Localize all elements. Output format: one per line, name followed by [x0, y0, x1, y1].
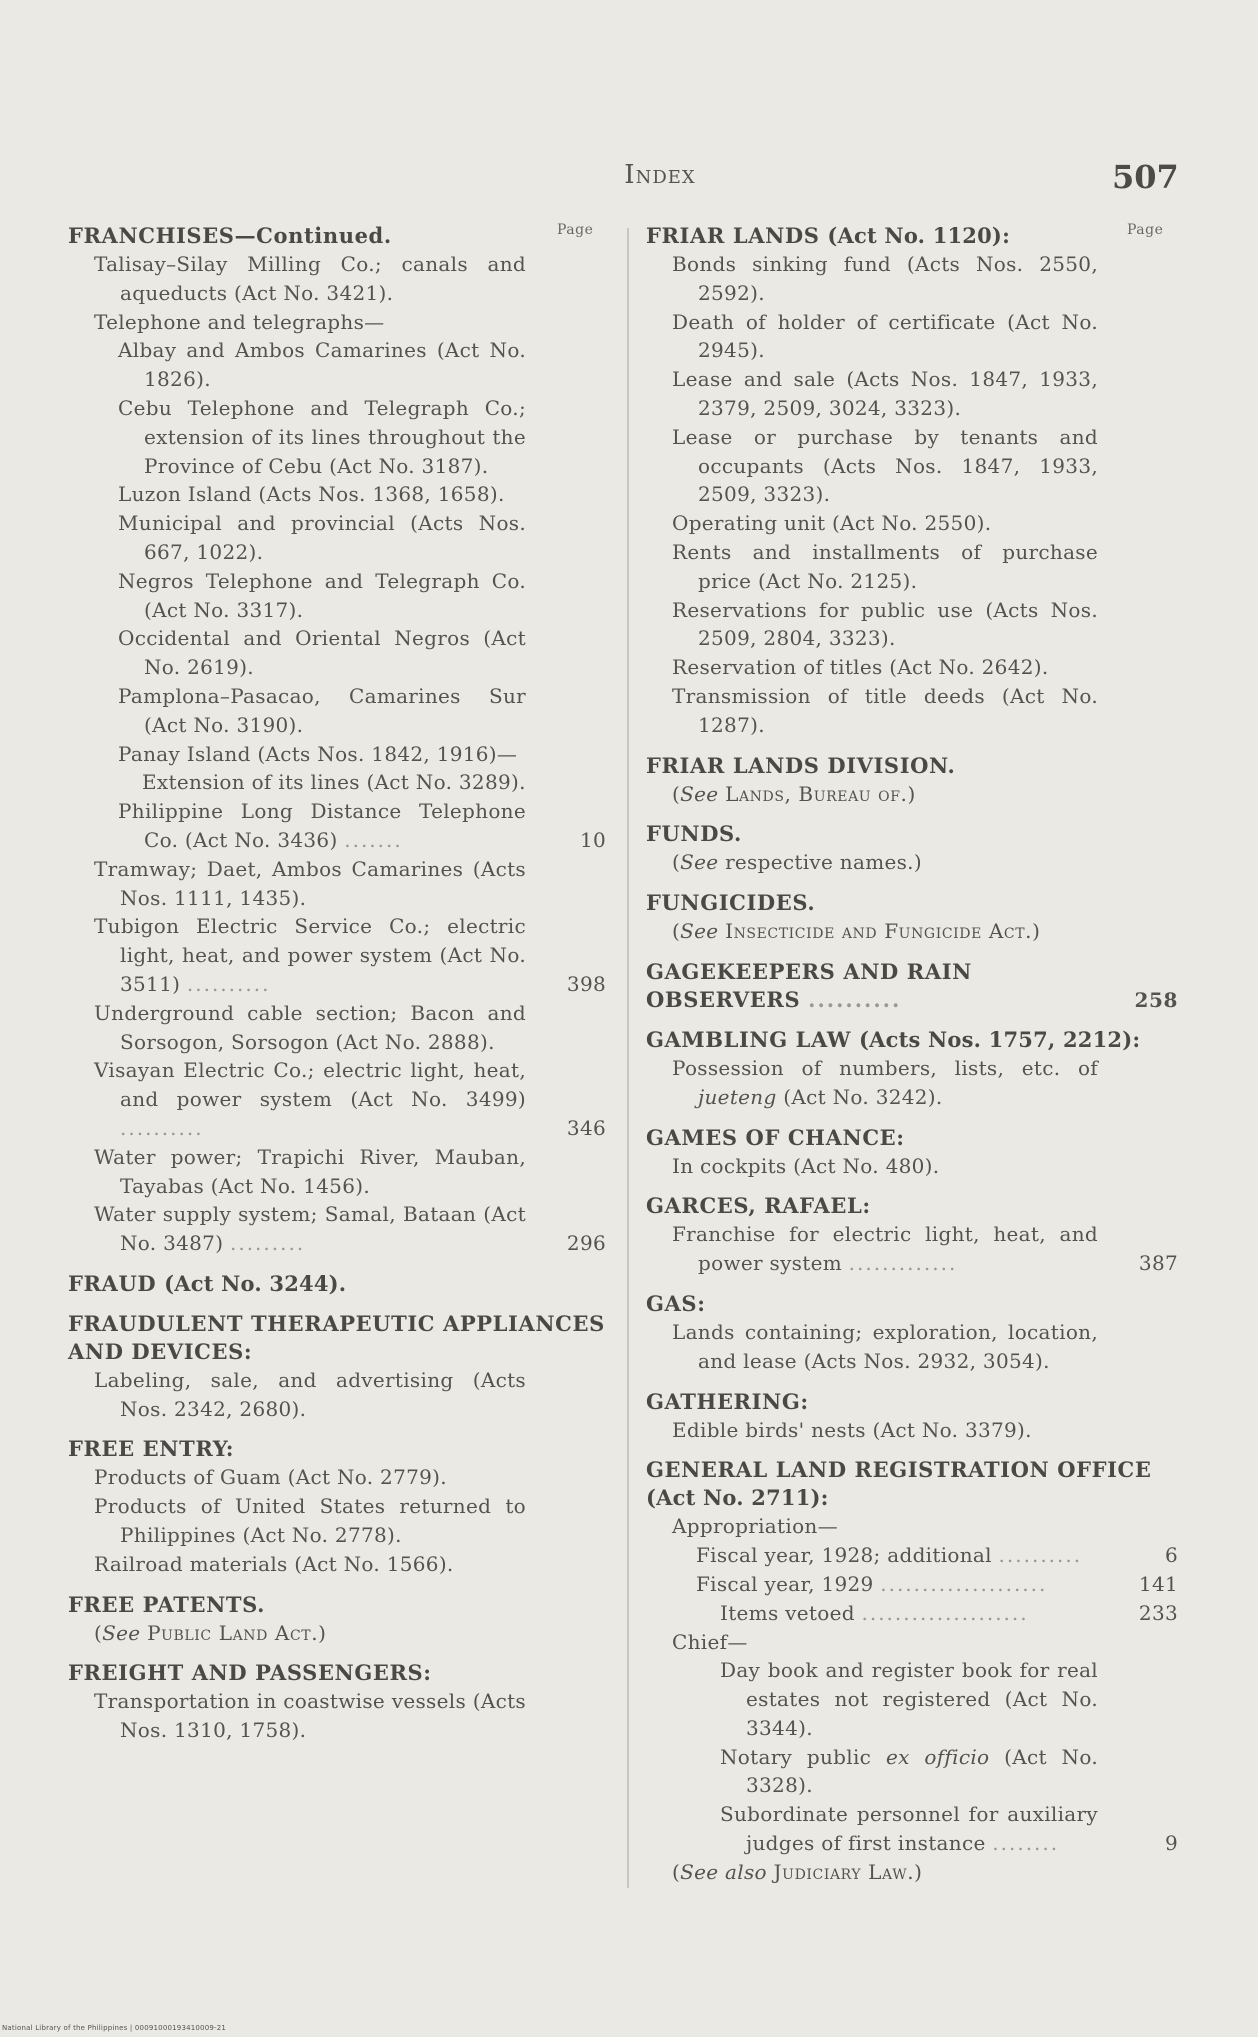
index-entry: Pamplona–Pasacao, Camarines Sur (Act No. 3190).	[118, 683, 526, 737]
see-target: respective names.)	[725, 850, 922, 875]
index-entry: Appropriation—	[672, 1514, 838, 1539]
dot-leader: ..........	[998, 1543, 1083, 1568]
index-entry: Lands containing; exploration, location, and lease (Acts Nos. 2932, 3054).	[672, 1319, 1098, 1373]
page-ref: 141	[1138, 1571, 1178, 1596]
page-column-label: Page	[557, 222, 594, 238]
entry-text: Fiscal year, 1928; additional	[696, 1543, 992, 1568]
index-entry: Albay and Ambos Camarines (Act No. 1826).	[118, 338, 526, 392]
page-ref: 346	[566, 1115, 606, 1140]
dot-leader: ....................	[861, 1600, 1029, 1625]
entry-text: Philippine Long Distance Telephone Co. (Act No. 3436)	[118, 799, 526, 852]
index-heading: FRAUDULENT THERAPEUTIC APPLIANCES AND DEVICES:	[68, 1310, 605, 1364]
page-ref: 398	[566, 971, 606, 996]
entry-text: Notary public	[720, 1744, 872, 1769]
see-target: Public Land Act.)	[147, 1620, 327, 1645]
dot-leader: ..........	[808, 986, 902, 1012]
see-label: See also	[680, 1859, 767, 1884]
index-entry: Panay Island (Acts Nos. 1842, 1916)—	[118, 741, 518, 766]
column-divider	[627, 228, 629, 1888]
index-entry: Labeling, sale, and advertising (Acts Nos. 2342, 2680).	[94, 1367, 526, 1421]
index-entry: Day book and register book for real estates not registered (Act No. 3344).	[720, 1658, 1098, 1740]
index-entry: Transportation in coastwise vessels (Acts Nos. 1310, 1758).	[94, 1689, 526, 1743]
entry-text: (Act No. 3328).	[746, 1744, 1098, 1798]
index-entry: Railroad materials (Act No. 1566).	[94, 1551, 454, 1576]
cross-reference: (See Lands, Bureau of.)	[672, 781, 916, 806]
entry-text: Water supply system; Samal, Bataan (Act No. 3487)	[94, 1202, 526, 1256]
index-entry: Extension of its lines (Act No. 3289).	[142, 770, 526, 795]
index-heading: FREIGHT AND PASSENGERS:	[68, 1660, 432, 1686]
entry-text: Items vetoed	[720, 1600, 855, 1625]
page-ref: 9	[1164, 1831, 1178, 1856]
heading-text: FRIAR LANDS	[646, 223, 820, 248]
entry-text: Possession of numbers, lists, etc. of	[672, 1055, 1098, 1080]
index-entry	[646, 1570, 1178, 1599]
heading-text: GAMBLING LAW	[646, 1026, 852, 1052]
heading-suffix: (Acts Nos. 1757, 2212):	[858, 1026, 1141, 1052]
index-heading: GARCES, RAFAEL:	[646, 1193, 871, 1219]
page-ref: 387	[1138, 1251, 1178, 1276]
see-label: See	[680, 850, 719, 875]
see-label: See	[680, 781, 719, 806]
page-ref: 258	[1134, 987, 1178, 1012]
heading-suffix: (Act No. 1120):	[827, 223, 1011, 248]
page-number: 507	[1112, 158, 1179, 196]
scan-footer: National Library of the Philippines | 00091000193410009-21	[2, 2024, 227, 2032]
index-heading	[646, 1456, 1178, 1512]
index-entry: Chief—	[672, 1629, 748, 1654]
index-entry: Rents and installments of purchase price (Act No. 2125).	[672, 539, 1098, 593]
see-target: Lands, Bureau of.)	[725, 781, 916, 806]
dot-leader: ....................	[880, 1571, 1048, 1596]
index-heading: FRANCHISES—Continued.	[68, 223, 392, 248]
entry-text: Visayan Electric Co.; electric light, heat, and power system (Act No. 3499)	[94, 1058, 526, 1112]
page-ref: 6	[1164, 1543, 1178, 1568]
entry-italic: jueteng	[698, 1084, 777, 1109]
page-ref: 233	[1138, 1600, 1178, 1625]
entry-text: Fiscal year, 1929	[696, 1571, 874, 1596]
see-target: Judiciary Law.)	[773, 1859, 923, 1884]
page-column-label: Page	[1127, 222, 1164, 238]
index-entry	[68, 1056, 606, 1142]
index-heading: GAS:	[646, 1290, 706, 1316]
index-entry: Lease or purchase by tenants and occupants (Acts Nos. 1847, 1933, 2509, 3323).	[672, 424, 1098, 507]
dot-leader: .......	[344, 827, 403, 852]
cross-reference: (See also Judiciary Law.)	[672, 1859, 923, 1884]
index-entry: Negros Telephone and Telegraph Co. (Act No. 3317).	[118, 568, 526, 622]
dot-leader: .........	[229, 1231, 306, 1256]
index-entry: Edible birds' nests (Act No. 3379).	[672, 1417, 1032, 1442]
heading-text: GENERAL LAND REGISTRATION OFFICE	[646, 1457, 1152, 1483]
index-entry: Transmission of title deeds (Act No. 1287).	[672, 683, 1098, 737]
page-ref: 296	[566, 1231, 606, 1256]
index-heading: GATHERING:	[646, 1388, 809, 1414]
heading-text: FRAUD	[68, 1270, 157, 1296]
index-entry	[646, 1054, 1178, 1112]
dot-leader: ........	[992, 1831, 1060, 1856]
index-heading: FUNDS.	[646, 821, 742, 847]
index-heading: FREE PATENTS.	[68, 1591, 266, 1617]
dot-leader: ..........	[120, 1115, 204, 1140]
index-entry: Talisay–Silay Milling Co.; canals and aqueducts (Act No. 3421).	[94, 252, 526, 305]
entry-text: (Act No. 3242).	[783, 1084, 943, 1109]
index-entry: Products of United States returned to Philippines (Act No. 2778).	[94, 1494, 526, 1548]
left-column	[68, 222, 606, 1745]
entry-italic: ex officio	[885, 1744, 990, 1769]
heading-suffix: (Act No. 2711):	[646, 1485, 829, 1511]
index-entry	[646, 1800, 1178, 1858]
index-entry: Underground cable section; Bacon and Sorsogon, Sorsogon (Act No. 2888).	[94, 1000, 526, 1054]
index-heading: FUNGICIDES.	[646, 890, 816, 916]
index-entry	[646, 1743, 1178, 1801]
entry-text: Tubigon Electric Service Co.; electric light, heat, and power system (Act No. 3511)	[94, 914, 526, 996]
dot-leader: .............	[848, 1251, 958, 1276]
index-heading: FRIAR LANDS DIVISION.	[646, 752, 956, 778]
cross-reference: (See Insecticide and Fungicide Act.)	[672, 919, 1041, 944]
index-entry: In cockpits (Act No. 480).	[672, 1153, 940, 1178]
see-label: See	[680, 919, 719, 944]
cross-reference: (See Public Land Act.)	[94, 1620, 327, 1645]
running-title: Index	[624, 160, 696, 190]
see-label: See	[102, 1620, 141, 1645]
index-entry	[646, 1599, 1178, 1628]
index-heading	[68, 1270, 606, 1298]
right-column	[646, 222, 1178, 1887]
index-entry	[68, 912, 606, 998]
index-entry: Bonds sinking fund (Acts Nos. 2550, 2592).	[672, 252, 1098, 305]
index-entry: Death of holder of certificate (Act No. 2945).	[672, 309, 1098, 363]
index-entry	[646, 1541, 1178, 1570]
index-heading: GAMES OF CHANCE:	[646, 1124, 905, 1150]
entry-text: Subordinate personnel for auxiliary judges of first instance	[720, 1802, 1098, 1856]
heading-text: GAGEKEEPERS AND RAIN OBSERVERS	[646, 958, 972, 1012]
index-entry: Reservations for public use (Acts Nos. 2509, 2804, 3323).	[672, 597, 1098, 651]
page-ref: 10	[579, 827, 606, 852]
index-heading	[646, 958, 1178, 1014]
heading-suffix: (Act No. 3244).	[164, 1270, 347, 1296]
index-entry: Luzon Island (Acts Nos. 1368, 1658).	[118, 482, 505, 507]
index-entry: Occidental and Oriental Negros (Act No. 2619).	[118, 626, 526, 680]
cross-reference: (See respective names.)	[672, 850, 922, 875]
index-entry	[68, 1200, 606, 1258]
index-heading	[646, 1026, 1178, 1054]
index-entry: Tramway; Daet, Ambos Camarines (Acts Nos. 1111, 1435).	[94, 856, 526, 910]
index-entry: Products of Guam (Act No. 2779).	[94, 1465, 447, 1490]
index-entry	[646, 1220, 1178, 1278]
index-entry: Operating unit (Act No. 2550).	[672, 511, 992, 536]
dot-leader: ..........	[186, 971, 271, 996]
index-entry: Lease and sale (Acts Nos. 1847, 1933, 2379, 2509, 3024, 3323).	[672, 367, 1098, 420]
index-entry: Telephone and telegraphs—	[94, 309, 385, 334]
index-entry	[68, 797, 606, 855]
index-heading: FREE ENTRY:	[68, 1436, 235, 1462]
index-entry: Cebu Telephone and Telegraph Co.; extension of its lines throughout the Province of Cebu (Act No. 3187).	[118, 395, 526, 478]
index-entry: Water power; Trapichi River, Mauban, Tayabas (Act No. 1456).	[94, 1144, 526, 1198]
index-entry: Reservation of titles (Act No. 2642).	[672, 655, 1049, 680]
entry-text: Franchise for electric light, heat, and power system	[672, 1222, 1098, 1276]
see-target: Insecticide and Fungicide Act.)	[725, 919, 1041, 944]
index-entry: Municipal and provincial (Acts Nos. 667, 1022).	[118, 511, 526, 564]
index-heading	[646, 222, 1178, 250]
